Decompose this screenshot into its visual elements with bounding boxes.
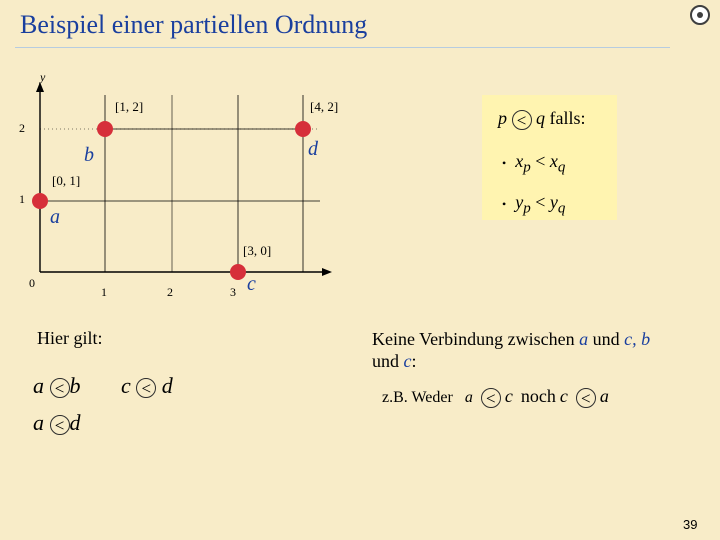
sub-p: p xyxy=(523,159,531,176)
var-x: x xyxy=(515,151,524,171)
coord-label-b: [1, 2] xyxy=(115,99,144,114)
point-label-a: a xyxy=(50,206,60,228)
var-a: a xyxy=(33,373,44,398)
var-c: c xyxy=(121,373,131,398)
var-x: x xyxy=(549,151,558,171)
bullet-y xyxy=(502,192,565,218)
point-b xyxy=(97,121,113,137)
less-than: < xyxy=(535,151,546,171)
und-text: und xyxy=(592,329,620,349)
sub-q: q xyxy=(557,200,566,217)
coord-label-d: [4, 2] xyxy=(310,99,339,114)
coord-label-c: [3, 0] xyxy=(243,243,272,258)
var-c: c xyxy=(559,386,568,406)
var-q: q xyxy=(536,108,545,128)
point-label-b: b xyxy=(84,144,94,166)
noch-text: noch xyxy=(520,386,556,406)
prec-symbol: < xyxy=(136,378,156,398)
y-tick-label: 2 xyxy=(19,121,25,135)
falls-text: falls: xyxy=(549,108,586,128)
relation-a-d xyxy=(33,410,81,436)
prec-symbol: < xyxy=(576,388,596,408)
keine-verbindung-text xyxy=(372,328,717,372)
var-p: p xyxy=(498,108,507,128)
var-y: y xyxy=(515,192,524,212)
var-a: a xyxy=(33,410,44,435)
point-c xyxy=(230,264,246,280)
sub-p: p xyxy=(523,200,531,217)
relation-a-b xyxy=(33,373,81,399)
y-tick-label: 0 xyxy=(29,276,35,290)
bullet-symbol: • xyxy=(502,197,507,211)
definition-line xyxy=(498,108,586,130)
hier-gilt-heading: Hier gilt: xyxy=(37,328,103,348)
x-axis-arrow xyxy=(322,268,332,276)
var-b: b xyxy=(69,373,81,398)
var-d: d xyxy=(69,410,81,435)
relation-c-d xyxy=(121,373,173,399)
point-label-d: d xyxy=(308,138,318,160)
x-tick-label: 2 xyxy=(167,285,173,299)
point-label-c: c xyxy=(247,273,256,295)
var-c: c, xyxy=(624,329,637,349)
var-d: d xyxy=(161,373,173,398)
var-a: a xyxy=(599,386,609,406)
point-d xyxy=(295,121,311,137)
prec-symbol: < xyxy=(50,415,70,435)
prec-symbol: < xyxy=(512,110,532,130)
x-tick-label: 1 xyxy=(101,285,107,299)
x-tick-label: 3 xyxy=(230,285,236,299)
bullet-x xyxy=(502,151,565,177)
var-c: c xyxy=(504,386,513,406)
coord-label-a: [0, 1] xyxy=(52,173,81,188)
y-tick-label: 1 xyxy=(19,192,25,206)
y-axis-label: y xyxy=(40,70,46,84)
var-a: a xyxy=(579,329,589,349)
point-a xyxy=(32,193,48,209)
zb-text: z.B. Weder xyxy=(382,389,453,406)
definition-box xyxy=(482,95,617,220)
less-than: < xyxy=(535,192,546,212)
var-a: a xyxy=(464,389,473,406)
sub-q: q xyxy=(557,159,566,176)
var-c: c xyxy=(403,351,412,371)
keine-prefix: Keine Verbindung zwischen xyxy=(372,329,575,349)
colon: : xyxy=(411,351,417,371)
slide-title: Beispiel einer partiellen Ordnung xyxy=(20,10,368,39)
und-text: und xyxy=(372,351,399,371)
prec-symbol: < xyxy=(481,388,501,408)
var-b: b xyxy=(641,329,651,349)
var-y: y xyxy=(549,192,558,212)
bullet-symbol: • xyxy=(502,156,507,170)
prec-symbol: < xyxy=(50,378,70,398)
page-number: 39 xyxy=(683,517,698,532)
zb-example xyxy=(382,386,609,408)
